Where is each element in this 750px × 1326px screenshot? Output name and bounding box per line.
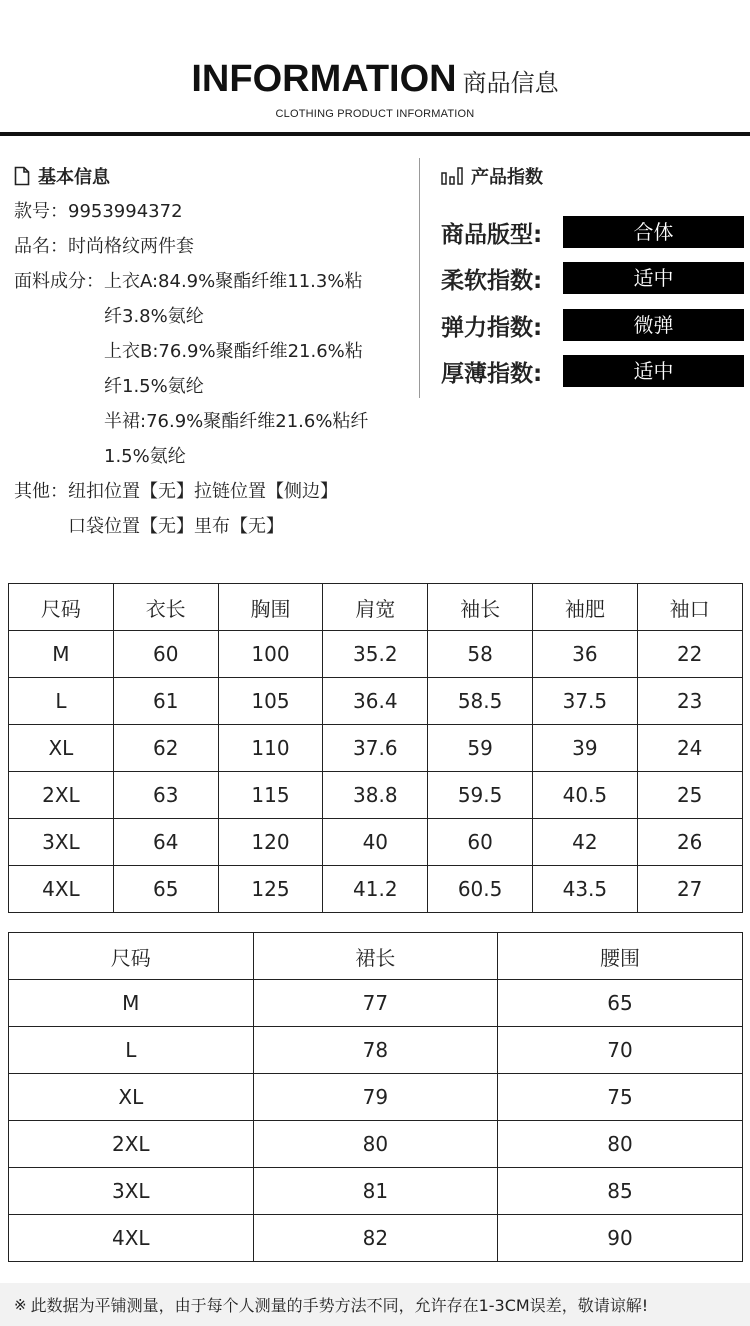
table-cell: 81	[253, 1168, 498, 1215]
table-cell: 41.2	[323, 866, 428, 913]
fabric-line: 纤3.8%氨纶	[104, 306, 204, 327]
index-label: 商品版型:	[441, 221, 543, 248]
table-cell: 62	[113, 725, 218, 772]
table-cell: 24	[637, 725, 742, 772]
table-row	[9, 678, 743, 725]
table-header-cell: 袖口	[637, 584, 742, 631]
section-divider	[419, 158, 420, 398]
basic-info-section	[14, 158, 414, 544]
page-header	[0, 0, 750, 138]
index-value: 适中	[563, 355, 744, 387]
fabric-values	[104, 264, 368, 474]
table-cell: 64	[113, 819, 218, 866]
table-cell: 26	[637, 819, 742, 866]
document-icon	[14, 166, 30, 186]
table-cell: 80	[253, 1121, 498, 1168]
table-cell: 38.8	[323, 772, 428, 819]
product-index-title: 产品指数	[471, 167, 543, 188]
table-row	[9, 725, 743, 772]
table-row	[9, 1121, 743, 1168]
style-number-label: 款号：	[14, 201, 68, 222]
table-cell: 37.5	[532, 678, 637, 725]
index-label: 弹力指数:	[441, 314, 543, 341]
table-cell: 100	[218, 631, 323, 678]
table-cell: 43.5	[532, 866, 637, 913]
table-cell: L	[9, 678, 114, 725]
product-name-label: 品名：	[14, 236, 68, 257]
table-header-cell: 腰围	[498, 933, 743, 980]
table-header-row	[9, 584, 743, 631]
table-cell: 78	[253, 1027, 498, 1074]
other-line: 纽扣位置【无】拉链位置【侧边】	[68, 481, 338, 502]
subtitle: CLOTHING PRODUCT INFORMATION	[275, 108, 475, 120]
table-row	[9, 1074, 743, 1121]
other-values	[68, 474, 338, 544]
table-cell: 65	[113, 866, 218, 913]
table-cell: 60.5	[428, 866, 533, 913]
skirt-size-table	[8, 932, 743, 1262]
table-cell: 59.5	[428, 772, 533, 819]
table-cell: 2XL	[9, 772, 114, 819]
table-cell: 61	[113, 678, 218, 725]
table-cell: 42	[532, 819, 637, 866]
style-number-row	[14, 194, 414, 229]
table-header-cell: 裙长	[253, 933, 498, 980]
other-row	[14, 474, 414, 544]
table-cell: 35.2	[323, 631, 428, 678]
title-row	[0, 58, 750, 101]
table-cell: 105	[218, 678, 323, 725]
table-row	[9, 772, 743, 819]
fabric-line: 纤1.5%氨纶	[104, 376, 204, 397]
table-cell: 80	[498, 1121, 743, 1168]
index-row-softness	[441, 262, 744, 294]
table-row	[9, 1168, 743, 1215]
fabric-line: 1.5%氨纶	[104, 446, 186, 467]
table-cell: 60	[428, 819, 533, 866]
table-cell: 23	[637, 678, 742, 725]
index-row-thickness	[441, 355, 744, 387]
table-cell: 63	[113, 772, 218, 819]
other-line: 口袋位置【无】里布【无】	[68, 516, 284, 537]
basic-info-heading	[14, 158, 414, 194]
index-row-fit	[441, 216, 744, 248]
index-row-elasticity	[441, 309, 744, 341]
table-cell: 40	[323, 819, 428, 866]
fabric-line: 上衣A:84.9%聚酯纤维11.3%粘	[104, 271, 363, 292]
product-index-heading	[441, 158, 744, 194]
title-english: INFORMATION	[191, 58, 457, 100]
product-name-row	[14, 229, 414, 264]
table-row	[9, 866, 743, 913]
product-index-section	[441, 158, 744, 387]
table-cell: 4XL	[9, 1215, 254, 1262]
product-name-value: 时尚格纹两件套	[68, 236, 194, 257]
fabric-label: 面料成分：	[14, 271, 104, 292]
fabric-line: 半裙:76.9%聚酯纤维21.6%粘纤	[104, 411, 369, 432]
table-cell: 40.5	[532, 772, 637, 819]
style-number-value: 9953994372	[68, 201, 183, 222]
table-row	[9, 980, 743, 1027]
other-label: 其他：	[14, 481, 68, 502]
table-cell: 4XL	[9, 866, 114, 913]
table-row	[9, 819, 743, 866]
table-cell: 110	[218, 725, 323, 772]
measurement-note-text: 此数据为平铺测量，由于每个人测量的手势方法不同，允许存在1-3CM误差，敬请谅解!	[30, 1296, 649, 1315]
table-cell: 58.5	[428, 678, 533, 725]
index-label: 柔软指数:	[441, 267, 543, 294]
table-cell: 82	[253, 1215, 498, 1262]
table-header-row	[9, 933, 743, 980]
top-size-table	[8, 583, 743, 913]
bar-chart-icon	[441, 167, 463, 185]
table-row	[9, 1215, 743, 1262]
header-divider	[0, 132, 750, 136]
table-cell: XL	[9, 1074, 254, 1121]
table-cell: 27	[637, 866, 742, 913]
table-cell: 25	[637, 772, 742, 819]
table-cell: 65	[498, 980, 743, 1027]
table-row	[9, 1027, 743, 1074]
table-cell: 85	[498, 1168, 743, 1215]
table-cell: 77	[253, 980, 498, 1027]
table-header-cell: 胸围	[218, 584, 323, 631]
table-cell: 75	[498, 1074, 743, 1121]
table-header-cell: 袖肥	[532, 584, 637, 631]
table-row	[9, 631, 743, 678]
table-cell: 125	[218, 866, 323, 913]
table-cell: L	[9, 1027, 254, 1074]
table-cell: 115	[218, 772, 323, 819]
table-cell: XL	[9, 725, 114, 772]
table-cell: 120	[218, 819, 323, 866]
table-cell: 90	[498, 1215, 743, 1262]
table-cell: 3XL	[9, 1168, 254, 1215]
table-header-cell: 尺码	[9, 933, 254, 980]
table-cell: 36	[532, 631, 637, 678]
table-cell: 2XL	[9, 1121, 254, 1168]
table-cell: 3XL	[9, 819, 114, 866]
index-value: 合体	[563, 216, 744, 248]
table-cell: 70	[498, 1027, 743, 1074]
table-header-cell: 衣长	[113, 584, 218, 631]
index-label: 厚薄指数:	[441, 360, 543, 387]
table-cell: 22	[637, 631, 742, 678]
table-header-cell: 尺码	[9, 584, 114, 631]
basic-info-title: 基本信息	[38, 167, 110, 188]
index-value: 适中	[563, 262, 744, 294]
table-cell: 59	[428, 725, 533, 772]
table-cell: 36.4	[323, 678, 428, 725]
fabric-row	[14, 264, 414, 474]
table-header-cell: 袖长	[428, 584, 533, 631]
table-cell: M	[9, 631, 114, 678]
table-cell: 37.6	[323, 725, 428, 772]
table-header-cell: 肩宽	[323, 584, 428, 631]
table-cell: M	[9, 980, 254, 1027]
index-value: 微弹	[563, 309, 744, 341]
table-cell: 79	[253, 1074, 498, 1121]
table-cell: 60	[113, 631, 218, 678]
measurement-note	[0, 1283, 750, 1326]
fabric-line: 上衣B:76.9%聚酯纤维21.6%粘	[104, 341, 363, 362]
table-cell: 58	[428, 631, 533, 678]
table-cell: 39	[532, 725, 637, 772]
reference-mark-icon: ※	[14, 1295, 27, 1314]
title-chinese: 商品信息	[462, 69, 559, 97]
